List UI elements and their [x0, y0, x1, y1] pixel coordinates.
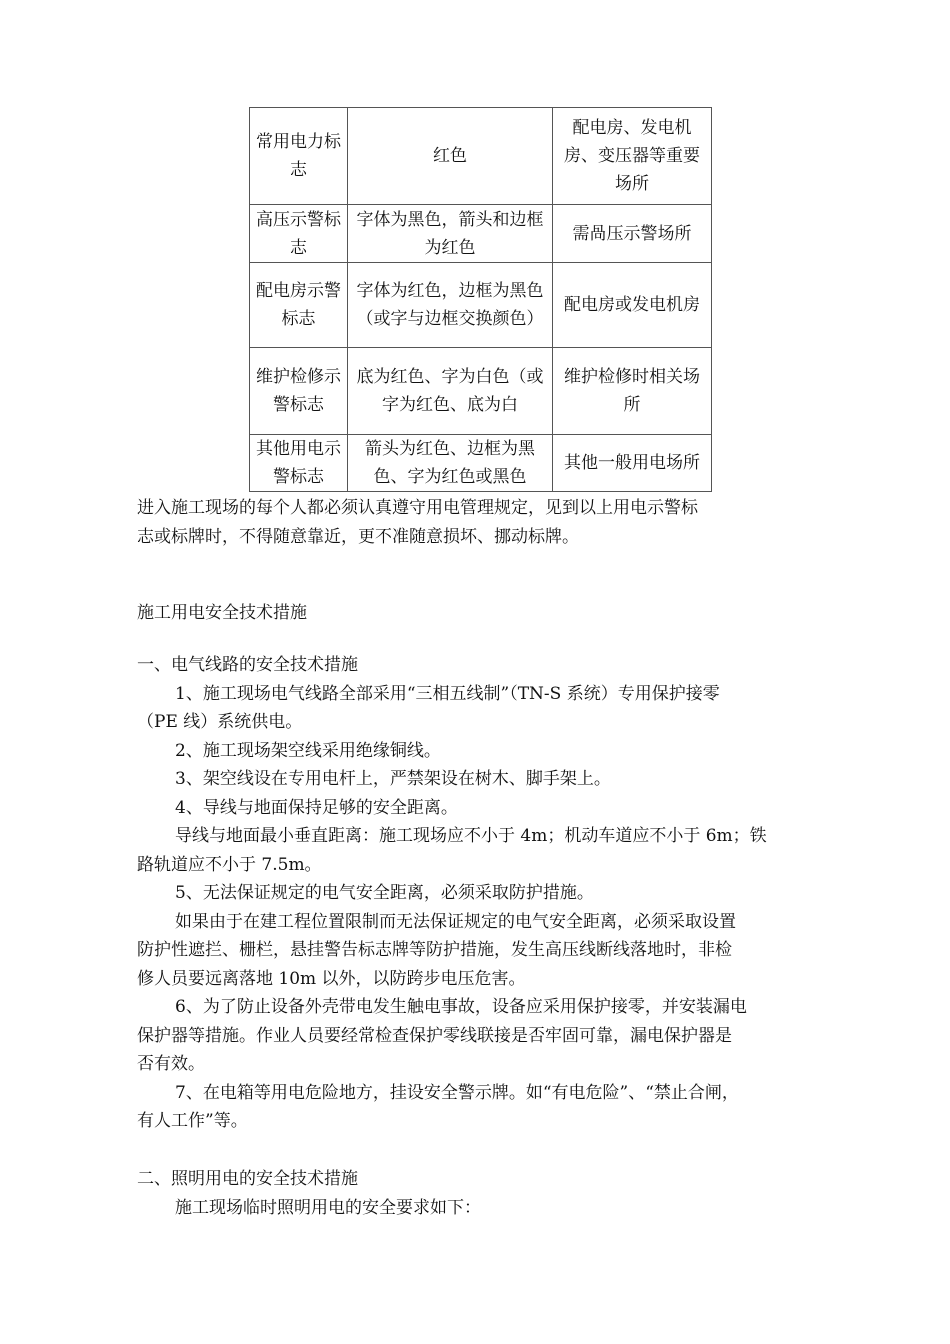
item-5-detail-line: 防护性遮拦、栅栏，悬挂警告标志牌等防护措施，发生高压线断线落地时，非检 [137, 940, 732, 960]
part2-heading: 二、照明用电的安全技术措施 [137, 1169, 358, 1189]
item-4-detail-line: 路轨道应不小于 7.5m。 [137, 854, 322, 875]
item-1-line: 1、施工现场电气线路全部采用“三相五线制”（TN-S 系统）专用保护接零 [175, 683, 720, 704]
sign-name-cell: 其他用电示警标志 [250, 435, 348, 492]
item-1-line: （PE 线）系统供电。 [137, 712, 303, 732]
intro-line: 志或标牌时，不得随意靠近，更不准随意损坏、挪动标牌。 [137, 526, 579, 547]
table-row [250, 348, 712, 435]
item-2: 2、施工现场架空线采用绝缘铜线。 [175, 740, 441, 761]
part1-heading: 一、电气线路的安全技术措施 [137, 655, 358, 675]
table-row [250, 435, 712, 492]
sign-color-cell: 字体为红色，边框为黑色（或字与边框交换颜色） [348, 263, 553, 348]
item-6-line: 保护器等措施。作业人员要经常检查保护零线联接是否牢固可靠，漏电保护器是 [137, 1025, 732, 1046]
part1-section [137, 651, 837, 1136]
item-4-detail-line: 导线与地面最小垂直距离：施工现场应不小于 4m；机动车道应不小于 6m；铁 [175, 826, 767, 846]
electrical-sign-table [249, 107, 712, 492]
table-row [250, 108, 712, 205]
sign-color-cell: 底为红色、字为白色（或字为红色、底为白 [348, 348, 553, 435]
sign-place-cell: 需咼压示警场所 [553, 205, 712, 263]
sign-place-cell: 维护检修时相关场所 [553, 348, 712, 435]
table-row [250, 263, 712, 348]
part2-section [137, 1165, 837, 1222]
sign-name-cell: 配电房示警标志 [250, 263, 348, 348]
sign-name-cell: 高压示警标志 [250, 205, 348, 263]
table-row [250, 205, 712, 263]
part2-intro: 施工现场临时照明用电的安全要求如下： [175, 1197, 481, 1218]
section-title: 施工用电安全技术措施 [137, 603, 307, 623]
item-4: 4、导线与地面保持足够的安全距离。 [175, 797, 458, 818]
intro-line: 进入施工现场的每个人都必须认真遵守用电管理规定，见到以上用电示警标 [137, 498, 698, 518]
sign-color-cell: 字体为黑色，箭头和边框为红色 [348, 205, 553, 263]
item-6-line: 否有效。 [137, 1054, 205, 1074]
item-5-detail-line: 修人员要远离落地 10m 以外，以防跨步电压危害。 [137, 968, 526, 989]
item-5-detail-line: 如果由于在建工程位置限制而无法保证规定的电气安全距离，必须采取设置 [175, 911, 736, 932]
item-7-line: 7、在电箱等用电危险地方，挂设安全警示牌。如“有电危险”、“禁止合闸， [175, 1082, 739, 1103]
sign-color-cell: 箭头为红色、边框为黑色、字为红色或黑色 [348, 435, 553, 492]
sign-place-cell: 配电房、发电机房、变压器等重要场所 [553, 108, 712, 205]
sign-color-cell: 红色 [348, 108, 553, 205]
sign-name-cell: 常用电力标志 [250, 108, 348, 205]
intro-paragraph [137, 494, 837, 551]
sign-name-cell: 维护检修示警标志 [250, 348, 348, 435]
item-7-line: 有人工作”等。 [137, 1111, 248, 1131]
item-3: 3、架空线设在专用电杆上，严禁架设在树木、脚手架上。 [175, 769, 611, 789]
item-5: 5、无法保证规定的电气安全距离，必须采取防护措施。 [175, 883, 594, 903]
item-6-line: 6、为了防止设备外壳带电发生触电事故，设备应采用保护接零，并安装漏电 [175, 997, 747, 1017]
sign-place-cell: 配电房或发电机房 [553, 263, 712, 348]
sign-place-cell: 其他一般用电场所 [553, 435, 712, 492]
